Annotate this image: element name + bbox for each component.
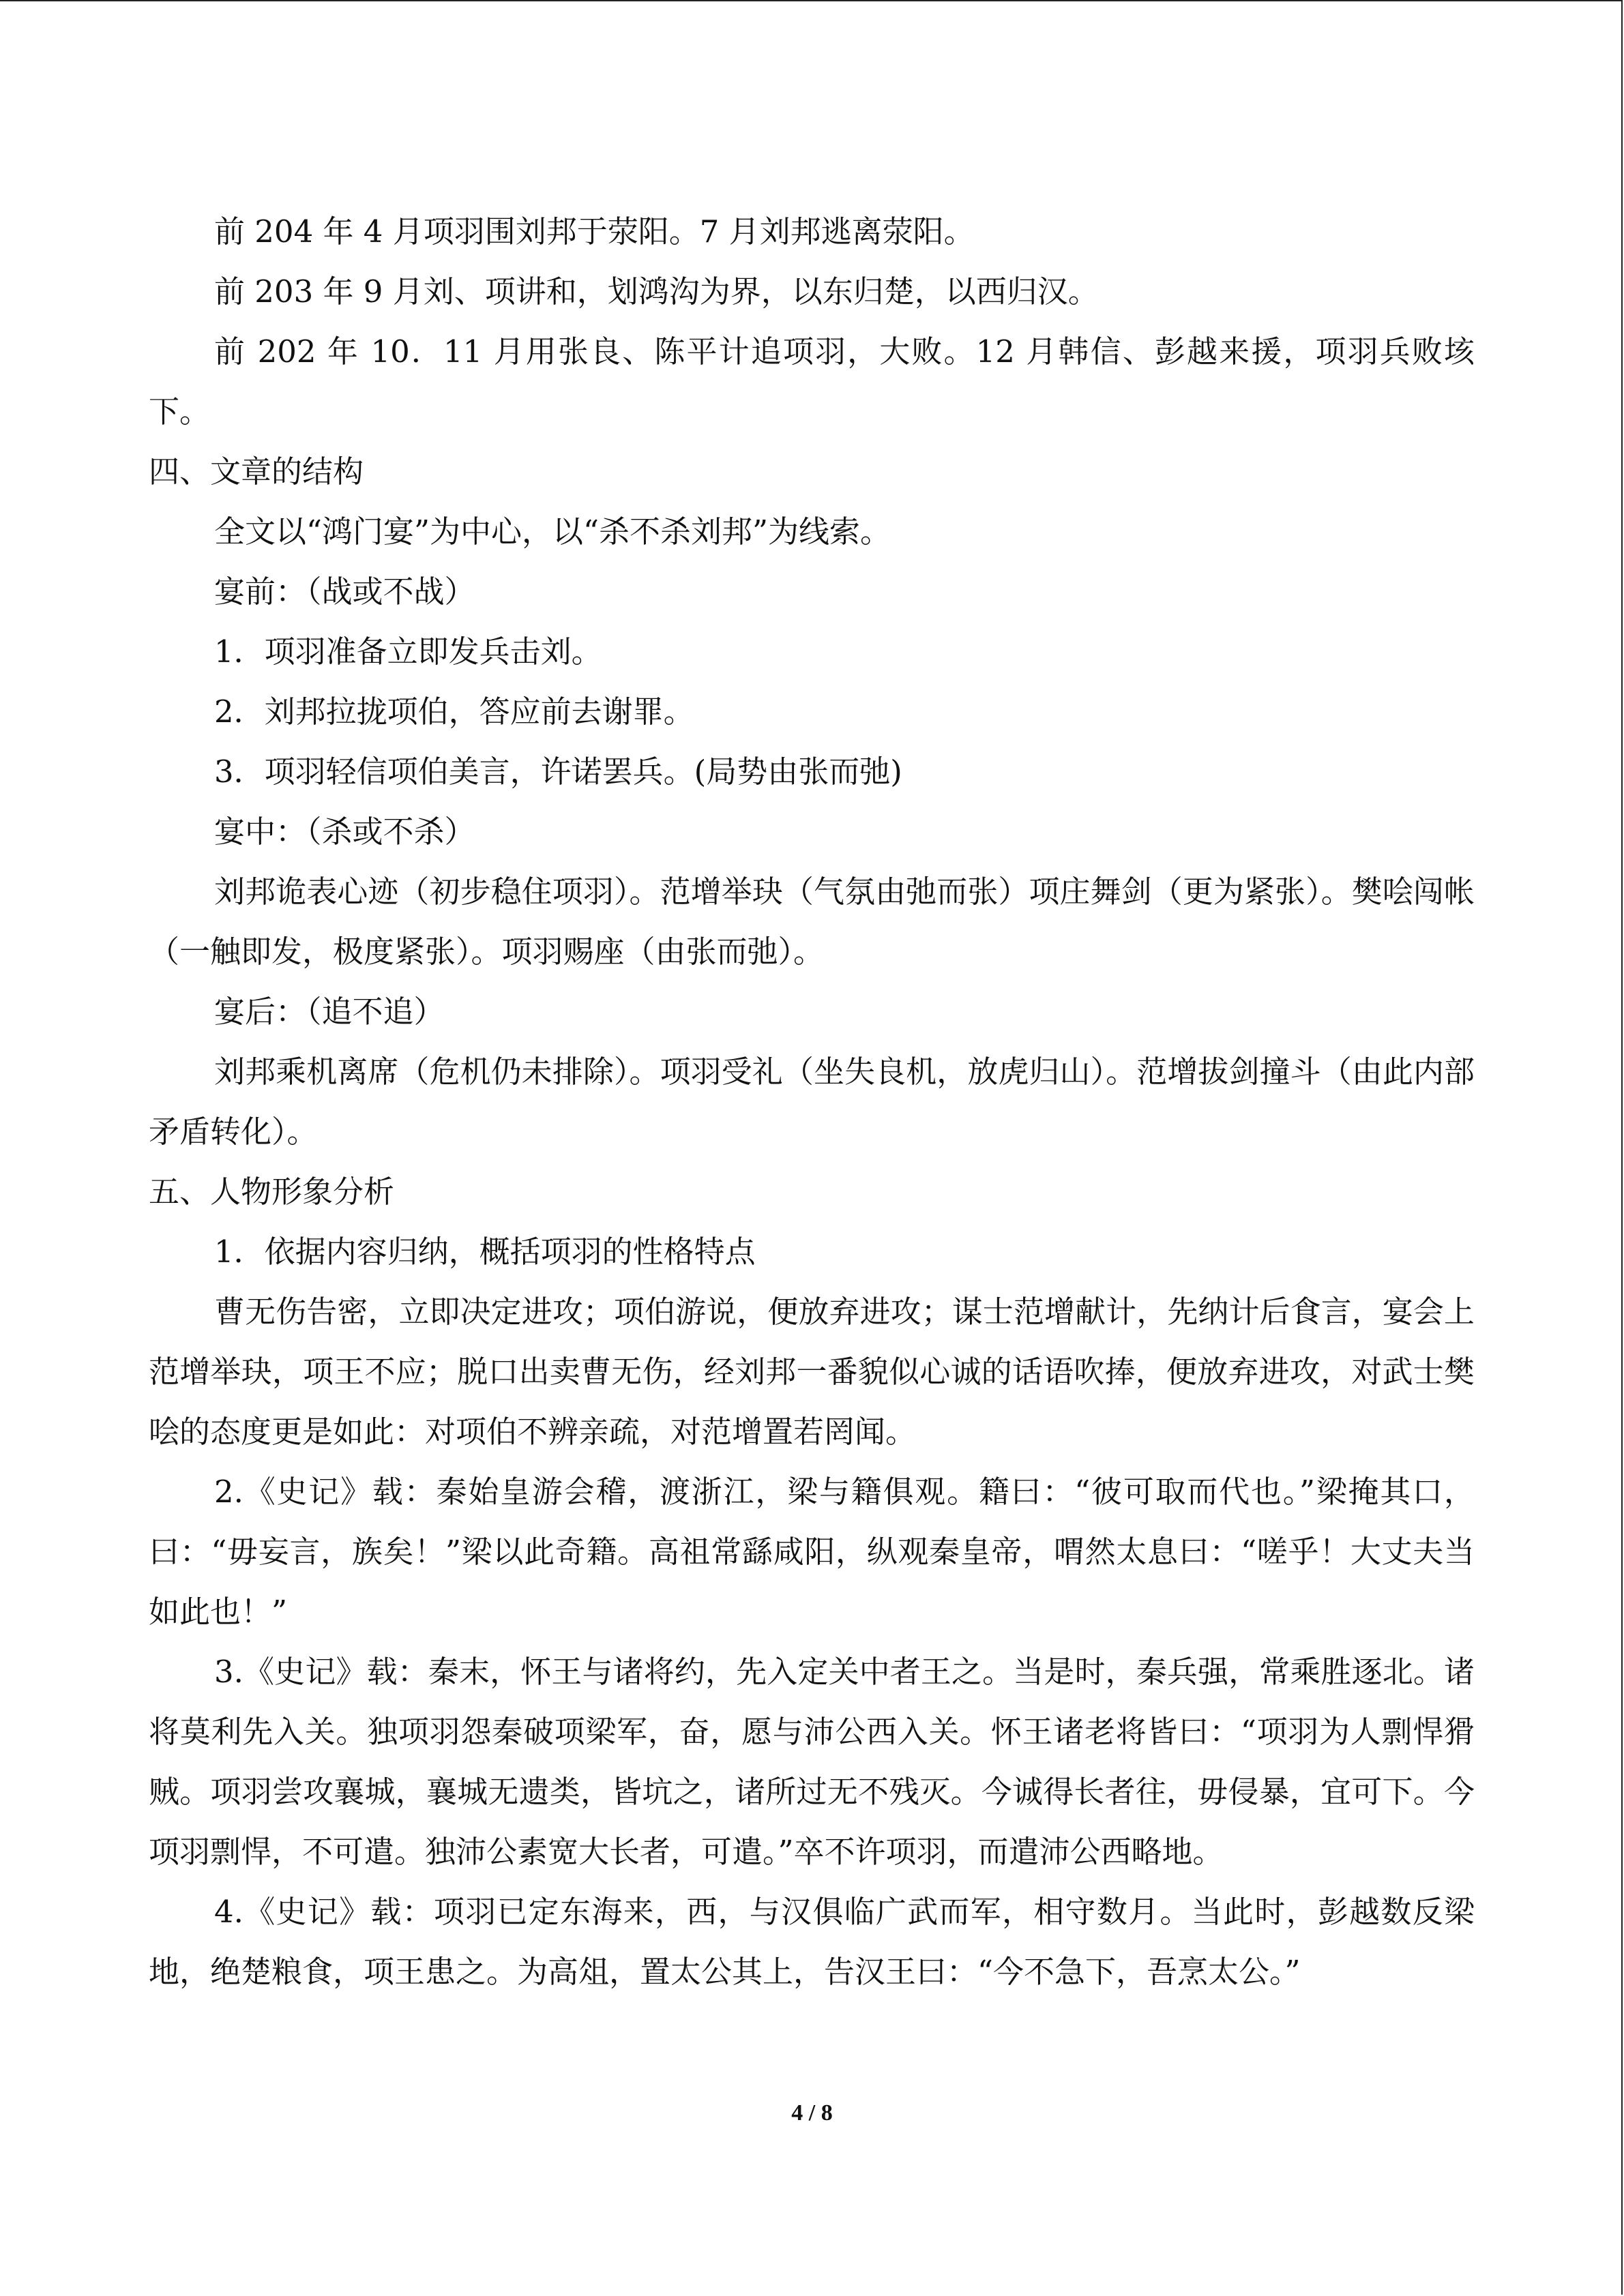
list-item-2: 2．刘邦拉拢项伯，答应前去谢罪。	[214, 694, 694, 730]
paragraph-character-task: 1．依据内容归纳，概括项羽的性格特点	[214, 1234, 756, 1270]
page-number: 4 / 8	[791, 2100, 833, 2126]
paragraph-after-details: 刘邦乘机离席（危机仍未排除）。项羽受礼（坐失良机，放虎归山）。范增拔剑撞斗（由此内部矛盾转化）。	[149, 1054, 1475, 1150]
paragraph-during-details: 刘邦诡表心迹（初步稳住项羽）。范增举玦（气氛由弛而张）项庄舞剑（更为紧张）。樊哙闯帐（一触即发，极度紧张）。项羽赐座（由张而弛）。	[149, 874, 1475, 970]
paragraph-shiji-3: 3.《史记》载：秦末，怀王与诸将约，先入定关中者王之。当是时，秦兵强，常乘胜逐北。诸将莫利先入关。独项羽怨秦破项梁军，奋，愿与沛公西入关。怀王诸老将皆曰：“项羽为人剽悍猾贼。项羽尝攻襄城，襄城无遗类，皆坑之，诸所过无不残灭。今诚得长者往，毋侵暴，宜可下。今项羽剽悍，不可遣。独沛公素宽大长者，可遣。”卒不许项羽，而遣沛公西略地。	[149, 1654, 1475, 1870]
section-heading-characters: 五、人物形象分析	[149, 1174, 395, 1210]
paragraph-shiji-4: 4.《史记》载：项羽已定东海来，西，与汉俱临广武而军，相守数月。当此时，彭越数反梁地，绝楚粮食，项王患之。为高俎，置太公其上，告汉王曰：“今不急下，吾烹太公。”	[149, 1894, 1475, 1990]
paragraph-timeline-203: 前 203 年 9 月刘、项讲和，划鸿沟为界，以东归楚，以西归汉。	[214, 273, 1099, 310]
paragraph-character-analysis: 曹无伤告密，立即决定进攻；项伯游说，便放弃进攻；谋士范增献计，先纳计后食言，宴会上范增举玦，项王不应；脱口出卖曹无伤，经刘邦一番貌似心诚的话语吹捧，便放弃进攻，对武士樊哙的态度更是如此：对项伯不辨亲疏，对范增置若罔闻。	[149, 1294, 1475, 1450]
section-heading-structure: 四、文章的结构	[149, 453, 364, 490]
paragraph-structure-theme: 全文以“鸿门宴”为中心，以“杀不杀刘邦”为线索。	[214, 513, 891, 550]
paragraph-timeline-204: 前 204 年 4 月项羽围刘邦于荥阳。7 月刘邦逃离荥阳。	[214, 213, 975, 250]
paragraph-during-banquet: 宴中：（杀或不杀）	[214, 814, 475, 850]
list-item-1: 1．项羽准备立即发兵击刘。	[214, 633, 602, 670]
document-body	[149, 202, 1475, 2002]
list-item-3: 3．项羽轻信项伯美言，许诺罢兵。(局势由张而弛)	[214, 754, 902, 790]
paragraph-timeline-202: 前 202 年 10．11 月用张良、陈平计追项羽，大败。12 月韩信、彭越来援，项羽兵败垓下。	[149, 333, 1475, 430]
paragraph-before-banquet: 宴前：（战或不战）	[214, 573, 475, 610]
paragraph-after-banquet: 宴后：（追不追）	[214, 994, 445, 1030]
paragraph-shiji-2: 2.《史记》载：秦始皇游会稽，渡浙江，梁与籍俱观。籍曰：“彼可取而代也。”梁掩其口，曰：“毋妄言，族矣！”梁以此奇籍。高祖常繇咸阳，纵观秦皇帝，喟然太息曰：“嗟乎！大丈夫当如此也！”	[149, 1474, 1475, 1630]
